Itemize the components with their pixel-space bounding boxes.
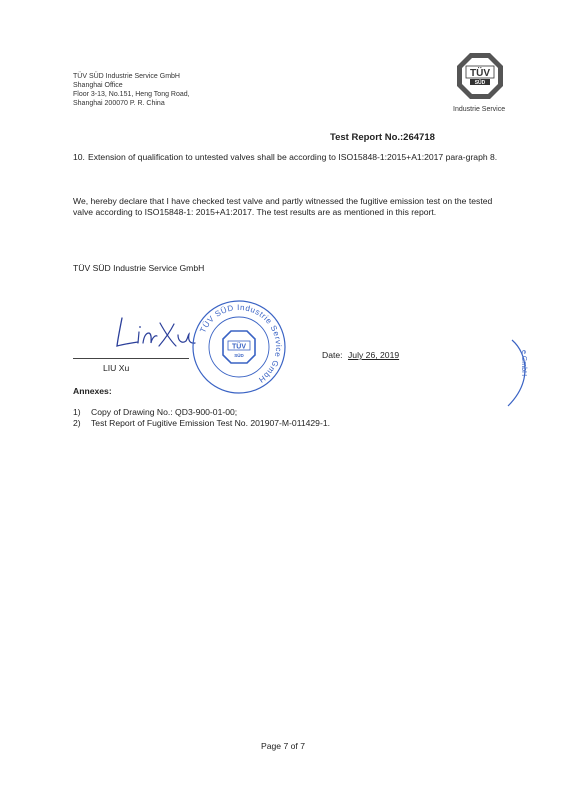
item-text: Extension of qualification to untested valves shall be according to ISO15848-1:2015+A1:2017 para-graph 8.: [88, 152, 498, 162]
signer-name: LIU Xu: [103, 363, 130, 373]
logo-text-top: TÜV: [470, 68, 490, 79]
address-line: Shanghai Office: [73, 82, 123, 89]
office-address: [73, 72, 190, 108]
item-number: 10.: [73, 152, 85, 162]
annexes-title: Annexes:: [73, 386, 112, 396]
address-line: TÜV SÜD Industrie Service GmbH: [73, 73, 180, 80]
logo-text-bottom: SÜD: [474, 80, 486, 86]
page-number: Page 7 of 7: [261, 741, 305, 751]
annex-number: 2): [73, 418, 81, 428]
report-number: Test Report No.:264718: [330, 132, 435, 143]
annex-text: Test Report of Fugitive Emission Test No. 201907-M-011429-1.: [91, 418, 330, 428]
stamp-center-bottom: SÜD: [234, 353, 244, 358]
address-line: Floor 3-13, No.151, Heng Tong Road,: [73, 91, 190, 98]
item-10-paragraph: [73, 152, 513, 163]
list-item: [73, 418, 330, 429]
annex-number: 1): [73, 407, 81, 417]
stamp-center-top: TÜV: [232, 343, 246, 351]
partial-stamp-icon: [500, 338, 566, 410]
list-item: [73, 407, 330, 418]
stamp-ring-text: TÜV SÜD Industrie Service GmbH: [198, 302, 284, 385]
signature-line: [73, 358, 189, 359]
logo-caption: Industrie Service: [453, 106, 506, 113]
stamp-edge-text: e GmbH: [520, 350, 527, 377]
date-value: July 26, 2019: [348, 350, 400, 360]
annex-text: Copy of Drawing No.: QD3-900-01-00;: [91, 407, 238, 417]
company-name: TÜV SÜD Industrie Service GmbH: [73, 263, 205, 273]
address-line: Shanghai 200070 P. R. China: [73, 100, 165, 107]
handwritten-signature-icon: [112, 308, 202, 353]
official-stamp-icon: [190, 298, 288, 396]
tuv-sud-logo-icon: [455, 51, 505, 101]
declaration-paragraph: We, hereby declare that I have checked test valve and partly witnessed the fugitive emission test on the tested valve according to ISO15848-1: 2015+A1:2017. The test results are as mentioned in this report.: [73, 196, 493, 217]
annexes-list: [73, 407, 330, 429]
date-label: Date:: [322, 350, 343, 360]
